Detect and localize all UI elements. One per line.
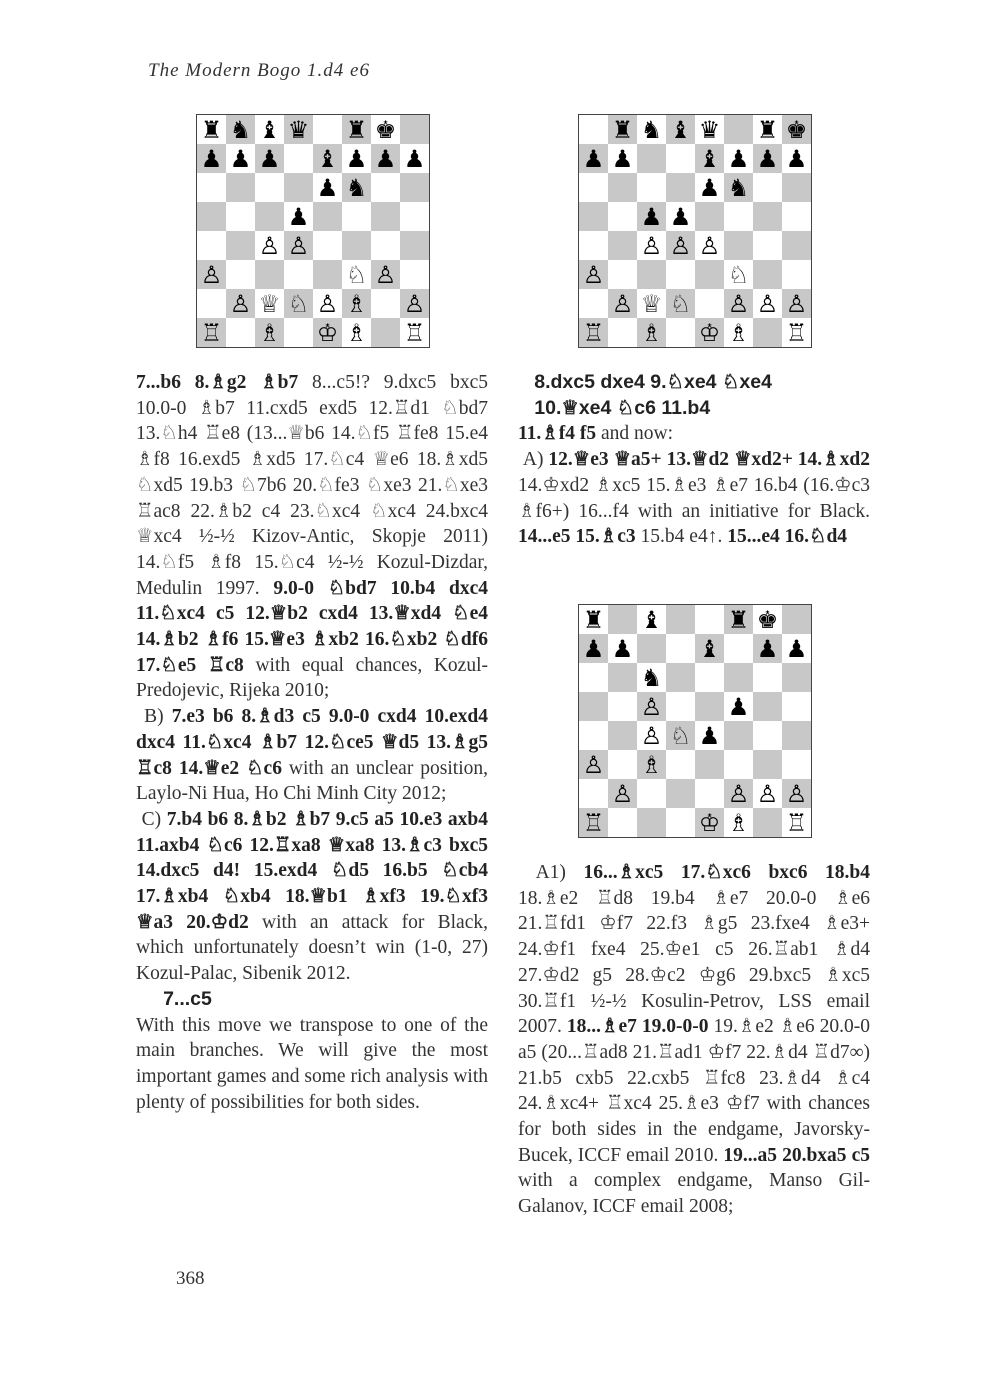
board-square	[284, 318, 313, 347]
board-square	[695, 663, 724, 692]
chess-piece-icon: ♜	[611, 115, 634, 144]
board-square	[637, 692, 666, 721]
chess-piece-icon: ♞	[727, 173, 750, 202]
board-square	[724, 173, 753, 202]
chess-piece-icon: ♝	[669, 115, 692, 144]
board-square	[753, 663, 782, 692]
chess-piece-icon: ♗	[258, 318, 281, 347]
chess-piece-icon: ♞	[640, 663, 663, 692]
board-square	[226, 173, 255, 202]
board-square	[400, 318, 429, 347]
board-square	[226, 202, 255, 231]
chess-piece-icon: ♜	[200, 115, 223, 144]
board-square	[637, 750, 666, 779]
board-square	[695, 202, 724, 231]
board-square	[753, 115, 782, 144]
board-square	[255, 115, 284, 144]
board-square	[782, 231, 811, 260]
board-square	[579, 634, 608, 663]
board-square	[724, 144, 753, 173]
board-square	[255, 202, 284, 231]
chess-piece-icon: ♗	[640, 318, 663, 347]
chess-piece-icon: ♚	[785, 115, 808, 144]
chess-piece-icon: ♗	[727, 318, 750, 347]
board-square	[666, 231, 695, 260]
chess-piece-icon: ♛	[287, 115, 310, 144]
chess-piece-icon: ♙	[611, 289, 634, 318]
board-square	[342, 289, 371, 318]
board-square	[724, 808, 753, 837]
board-square	[579, 115, 608, 144]
chess-piece-icon: ♟	[727, 144, 750, 173]
board-square	[724, 231, 753, 260]
board-square	[666, 808, 695, 837]
board-square	[608, 144, 637, 173]
board-square	[666, 605, 695, 634]
chess-piece-icon: ♙	[727, 289, 750, 318]
board-square	[782, 663, 811, 692]
board-square	[197, 202, 226, 231]
board-square	[753, 231, 782, 260]
board-square	[579, 663, 608, 692]
board-square	[782, 144, 811, 173]
chess-piece-icon: ♟	[698, 721, 721, 750]
board-square	[284, 289, 313, 318]
board-square	[400, 144, 429, 173]
left-paragraph: 7...b6 8.♗g2 ♗b7 8...c5!? 9.dxc5 bxc5 10.0-0 ♗b7 11.cxd5 exd5 12.♖d1 ♘bd7 13.♘h4 ♖e8 (13...♕b6 14.♘f5 ♖fe8 15.e4 ♗f8 16.exd5 ♗xd5 17.♘c4 ♕e6 18.♗xd5 ♘xd5 19.b3 ♘7b6 20.♘fe3 ♘xe3 21.♘xe3 ♖ac8 22.♗b2 c4 23.♘xc4 ♘xc4 24.bxc4 ♕xc4 ½-½ Kizov-Antic, Skopje 2011) 14.♘f5 ♗f8 15.♘c4 ½-½ Kozul-Dizdar, Medulin 1997. 9.0-0 ♘bd7 10.b4 dxc4 11.♘xc4 c5 12.♕b2 cxd4 13.♕xd4 ♘e4 14.♗b2 ♗f6 15.♕e3 ♗xb2 16.♘xb2 ♘df6 17.♘e5 ♖c8 with equal chances, Kozul-Predojevic, Rijeka 2010;	[136, 372, 488, 702]
chess-piece-icon: ♟	[756, 634, 779, 663]
chess-piece-icon: ♗	[640, 750, 663, 779]
chess-piece-icon: ♝	[258, 115, 281, 144]
board-square	[695, 779, 724, 808]
board-square	[197, 260, 226, 289]
board-square	[197, 115, 226, 144]
chess-piece-icon: ♙	[611, 779, 634, 808]
board-square	[637, 721, 666, 750]
chess-piece-icon: ♞	[229, 115, 252, 144]
board-square	[400, 115, 429, 144]
board-square	[226, 318, 255, 347]
chess-piece-icon: ♙	[229, 289, 252, 318]
chess-piece-icon: ♙	[698, 231, 721, 260]
board-square	[637, 115, 666, 144]
board-square	[579, 202, 608, 231]
board-square	[579, 692, 608, 721]
board-square	[695, 115, 724, 144]
chess-piece-icon: ♘	[727, 260, 750, 289]
chess-piece-icon: ♖	[200, 318, 223, 347]
board-square	[226, 231, 255, 260]
board-square	[782, 260, 811, 289]
chess-piece-icon: ♟	[727, 692, 750, 721]
right-bottom-paragraph: A1) 16...♗xc5 17.♘xc6 bxc6 18.b4 18.♗e2 ♖d8 19.b4 ♗e7 20.0-0 ♗e6 21.♖fd1 ♔f7 22.f3 ♗g5 23.fxe4 ♗e3+ 24.♔f1 fxe4 25.♔e1 c5 26.♖ab1 ♗d4 27.♔d2 g5 28.♔c2 ♔g6 29.bxc5 ♗xc5 30.♖f1 ½-½ Kosulin-Petrov, LSS email 2007. 18...♗e7 19.0-0-0 19.♗e2 ♗e6 20.0-0 a5 (20...♖ad8 21.♖ad1 ♔f7 22.♗d4 ♖d7∞) 21.b5 cxb5 22.cxb5 ♖fc8 23.♗d4 ♗c4 24.♗xc4+ ♖xc4 25.♗e3 ♔f7 with chances for both sides in the endgame, Javorsky-Bucek, ICCF email 2010. 19...a5 20.bxa5 c5 with a complex endgame, Manso Gil-Galanov, ICCF email 2008;	[518, 862, 871, 1218]
board-square	[608, 260, 637, 289]
board-square	[608, 289, 637, 318]
board-square	[608, 318, 637, 347]
chess-piece-icon: ♖	[582, 808, 605, 837]
board-square	[226, 144, 255, 173]
chess-piece-icon: ♙	[287, 231, 310, 260]
board-square	[313, 318, 342, 347]
chess-piece-icon: ♟	[582, 144, 605, 173]
board-square	[782, 173, 811, 202]
board-square	[255, 318, 284, 347]
board-square	[579, 779, 608, 808]
board-square	[342, 202, 371, 231]
board-square	[608, 173, 637, 202]
board-square	[284, 115, 313, 144]
right-top-paragraph: A) 12.♕e3 ♕a5+ 13.♕d2 ♕xd2+ 14.♗xd2 14.♔xd2 ♗xc5 15.♗e3 ♗e7 16.b4 (16.♔c3 ♗f6+) 16...f4 with an initiative for Black. 14...e5 15.♗c3 15.b4 e4↑. 15...e4 16.♘d4	[518, 449, 870, 548]
chess-piece-icon: ♟	[785, 144, 808, 173]
chess-diagram-3	[578, 604, 812, 838]
board-square	[666, 115, 695, 144]
board-square	[400, 260, 429, 289]
chess-piece-icon: ♙	[403, 289, 426, 318]
chess-piece-icon: ♖	[403, 318, 426, 347]
board-square	[608, 634, 637, 663]
chess-piece-icon: ♗	[345, 318, 368, 347]
chess-piece-icon: ♟	[287, 202, 310, 231]
board-square	[695, 605, 724, 634]
chess-piece-icon: ♘	[287, 289, 310, 318]
board-square	[579, 260, 608, 289]
board-square	[753, 634, 782, 663]
running-header: The Modern Bogo 1.d4 e6	[148, 60, 370, 81]
board-square	[724, 202, 753, 231]
chess-piece-icon: ♔	[316, 318, 339, 347]
chess-piece-icon: ♙	[374, 260, 397, 289]
board-square	[313, 231, 342, 260]
chess-piece-icon: ♘	[345, 260, 368, 289]
board-square	[313, 115, 342, 144]
chess-piece-icon: ♝	[698, 634, 721, 663]
board-square	[284, 260, 313, 289]
board-square	[637, 202, 666, 231]
board-square	[255, 173, 284, 202]
board-square	[695, 808, 724, 837]
board-square	[695, 692, 724, 721]
chess-piece-icon: ♙	[669, 231, 692, 260]
chess-piece-icon: ♚	[374, 115, 397, 144]
board-square	[400, 173, 429, 202]
chess-piece-icon: ♟	[640, 202, 663, 231]
board-square	[695, 289, 724, 318]
board-square	[579, 318, 608, 347]
board-square	[284, 202, 313, 231]
chess-piece-icon: ♜	[582, 605, 605, 634]
chess-piece-icon: ♟	[229, 144, 252, 173]
board-square	[608, 750, 637, 779]
board-square	[666, 692, 695, 721]
board-square	[342, 115, 371, 144]
board-square	[313, 144, 342, 173]
board-square	[371, 115, 400, 144]
board-square	[753, 721, 782, 750]
right-column-text-bottom	[518, 860, 870, 1220]
chess-piece-icon: ♙	[640, 692, 663, 721]
board-square	[579, 808, 608, 837]
chess-piece-icon: ♙	[756, 289, 779, 318]
board-square	[724, 692, 753, 721]
chess-piece-icon: ♙	[727, 779, 750, 808]
board-square	[666, 144, 695, 173]
board-square	[666, 750, 695, 779]
chess-piece-icon: ♘	[669, 289, 692, 318]
right-top-paragraph: 8.dxc5 dxe4 9.♘xe4 ♘xe4 10.♕xe4 ♘c6 11.b4	[518, 371, 772, 419]
board-square	[695, 260, 724, 289]
chess-piece-icon: ♜	[756, 115, 779, 144]
board-square	[695, 318, 724, 347]
chess-piece-icon: ♙	[582, 750, 605, 779]
board-square	[666, 173, 695, 202]
board-square	[226, 289, 255, 318]
board-square	[666, 289, 695, 318]
left-paragraph: With this move we transpose to one of the main branches. We will give the most important games and some rich analysis with plenty of possibilities for both sides.	[136, 1014, 489, 1113]
chess-diagram-2	[578, 114, 812, 348]
board-square	[695, 173, 724, 202]
board-square	[313, 260, 342, 289]
board-square	[313, 289, 342, 318]
board-square	[782, 692, 811, 721]
board-square	[313, 202, 342, 231]
board-square	[608, 663, 637, 692]
board-square	[579, 231, 608, 260]
board-square	[197, 231, 226, 260]
board-square	[579, 144, 608, 173]
board-square	[724, 289, 753, 318]
chess-piece-icon: ♜	[727, 605, 750, 634]
board-square	[284, 173, 313, 202]
board-square	[782, 634, 811, 663]
chess-piece-icon: ♟	[258, 144, 281, 173]
board-square	[608, 721, 637, 750]
board-square	[371, 144, 400, 173]
chess-piece-icon: ♝	[698, 144, 721, 173]
board-square	[666, 779, 695, 808]
board-square	[782, 808, 811, 837]
board-square	[724, 779, 753, 808]
board-square	[608, 605, 637, 634]
board-square	[255, 289, 284, 318]
board-square	[371, 289, 400, 318]
board-square	[637, 663, 666, 692]
board-square	[753, 289, 782, 318]
board-square	[782, 318, 811, 347]
board-square	[342, 173, 371, 202]
board-square	[753, 808, 782, 837]
chess-diagram-1	[196, 114, 430, 348]
board-square	[197, 173, 226, 202]
board-square	[782, 779, 811, 808]
board-square	[753, 605, 782, 634]
board-square	[579, 750, 608, 779]
board-square	[753, 173, 782, 202]
chess-piece-icon: ♟	[403, 144, 426, 173]
board-square	[400, 202, 429, 231]
chess-piece-icon: ♔	[698, 318, 721, 347]
board-square	[753, 144, 782, 173]
board-square	[579, 721, 608, 750]
board-square	[782, 115, 811, 144]
page-number: 368	[176, 1268, 205, 1289]
right-column-text-top	[518, 370, 870, 550]
chess-piece-icon: ♙	[785, 289, 808, 318]
board-square	[782, 605, 811, 634]
chess-piece-icon: ♟	[756, 144, 779, 173]
board-square	[579, 289, 608, 318]
chess-piece-icon: ♟	[345, 144, 368, 173]
board-square	[637, 808, 666, 837]
board-square	[724, 605, 753, 634]
board-square	[724, 318, 753, 347]
chess-piece-icon: ♟	[582, 634, 605, 663]
chess-piece-icon: ♙	[200, 260, 223, 289]
board-square	[313, 173, 342, 202]
board-square	[695, 144, 724, 173]
chess-piece-icon: ♟	[316, 173, 339, 202]
chess-piece-icon: ♙	[756, 779, 779, 808]
board-square	[255, 260, 284, 289]
board-square	[637, 634, 666, 663]
chess-piece-icon: ♜	[345, 115, 368, 144]
chess-piece-icon: ♖	[582, 318, 605, 347]
left-paragraph: 7...c5	[136, 987, 212, 1010]
board-square	[226, 115, 255, 144]
board-square	[724, 634, 753, 663]
board-square	[637, 605, 666, 634]
board-square	[197, 144, 226, 173]
chess-piece-icon: ♝	[640, 605, 663, 634]
chess-piece-icon: ♟	[785, 634, 808, 663]
board-square	[637, 144, 666, 173]
chess-piece-icon: ♗	[345, 289, 368, 318]
board-square	[753, 779, 782, 808]
board-square	[637, 173, 666, 202]
board-square	[695, 634, 724, 663]
chess-piece-icon: ♕	[640, 289, 663, 318]
board-square	[666, 202, 695, 231]
board-square	[724, 260, 753, 289]
board-square	[342, 260, 371, 289]
board-square	[637, 231, 666, 260]
board-square	[284, 144, 313, 173]
board-square	[753, 202, 782, 231]
chess-piece-icon: ♟	[200, 144, 223, 173]
chess-piece-icon: ♞	[345, 173, 368, 202]
board-square	[637, 289, 666, 318]
board-square	[608, 115, 637, 144]
chess-piece-icon: ♙	[316, 289, 339, 318]
chess-piece-icon: ♚	[756, 605, 779, 634]
board-square	[197, 289, 226, 318]
chess-piece-icon: ♝	[316, 144, 339, 173]
board-square	[342, 144, 371, 173]
chess-piece-icon: ♟	[374, 144, 397, 173]
right-top-paragraph: 11.♗f4 f5 and now:	[518, 423, 674, 445]
board-square	[724, 663, 753, 692]
chess-piece-icon: ♙	[258, 231, 281, 260]
chess-piece-icon: ♟	[698, 173, 721, 202]
board-square	[724, 115, 753, 144]
board-square	[753, 318, 782, 347]
board-square	[608, 808, 637, 837]
board-square	[371, 173, 400, 202]
board-square	[695, 750, 724, 779]
board-square	[371, 318, 400, 347]
chess-piece-icon: ♙	[640, 721, 663, 750]
chess-piece-icon: ♕	[258, 289, 281, 318]
board-square	[255, 144, 284, 173]
left-column-text	[136, 370, 488, 1115]
board-square	[579, 173, 608, 202]
board-square	[782, 289, 811, 318]
chess-piece-icon: ♟	[611, 634, 634, 663]
board-square	[342, 318, 371, 347]
board-square	[753, 692, 782, 721]
chess-piece-icon: ♔	[698, 808, 721, 837]
board-square	[666, 634, 695, 663]
board-square	[371, 231, 400, 260]
board-square	[724, 750, 753, 779]
board-square	[371, 202, 400, 231]
board-square	[782, 750, 811, 779]
board-square	[637, 318, 666, 347]
chess-piece-icon: ♙	[785, 779, 808, 808]
board-square	[342, 231, 371, 260]
board-square	[666, 663, 695, 692]
chess-piece-icon: ♙	[582, 260, 605, 289]
chess-piece-icon: ♞	[640, 115, 663, 144]
board-square	[666, 260, 695, 289]
board-square	[724, 721, 753, 750]
board-square	[637, 260, 666, 289]
board-square	[226, 260, 255, 289]
board-square	[782, 202, 811, 231]
board-square	[695, 231, 724, 260]
board-square	[666, 318, 695, 347]
board-square	[197, 318, 226, 347]
chess-piece-icon: ♗	[727, 808, 750, 837]
board-square	[255, 231, 284, 260]
chess-piece-icon: ♛	[698, 115, 721, 144]
board-square	[371, 260, 400, 289]
board-square	[666, 721, 695, 750]
left-paragraph: C) 7.b4 b6 8.♗b2 ♗b7 9.c5 a5 10.e3 axb4 11.axb4 ♘c6 12.♖xa8 ♕xa8 13.♗c3 bxc5 14.dxc5 d4! 15.exd4 ♘d5 16.b5 ♘cb4 17.♗xb4 ♘xb4 18.♕b1 ♗xf3 19.♘xf3 ♕a3 20.♔d2 with an attack for Black, which unfortunately doesn’t win (1-0, 27) Kozul-Palac, Sibenik 2012.	[136, 808, 489, 985]
board-square	[753, 260, 782, 289]
board-square	[400, 231, 429, 260]
chess-piece-icon: ♖	[785, 318, 808, 347]
board-square	[400, 289, 429, 318]
board-square	[695, 721, 724, 750]
board-square	[579, 605, 608, 634]
chess-piece-icon: ♘	[669, 721, 692, 750]
board-square	[608, 231, 637, 260]
left-paragraph: B) 7.e3 b6 8.♗d3 c5 9.0-0 cxd4 10.exd4 dxc4 11.♘xc4 ♗b7 12.♘ce5 ♕d5 13.♗g5 ♖c8 14.♕e2 ♘c6 with an unclear position, Laylo-Ni Hua, Ho Chi Minh City 2012;	[136, 706, 489, 805]
board-square	[637, 779, 666, 808]
board-square	[782, 721, 811, 750]
board-square	[284, 231, 313, 260]
chess-piece-icon: ♙	[640, 231, 663, 260]
board-square	[608, 779, 637, 808]
board-square	[608, 202, 637, 231]
board-square	[753, 750, 782, 779]
board-square	[608, 692, 637, 721]
chess-piece-icon: ♖	[785, 808, 808, 837]
chess-piece-icon: ♟	[611, 144, 634, 173]
chess-piece-icon: ♟	[669, 202, 692, 231]
